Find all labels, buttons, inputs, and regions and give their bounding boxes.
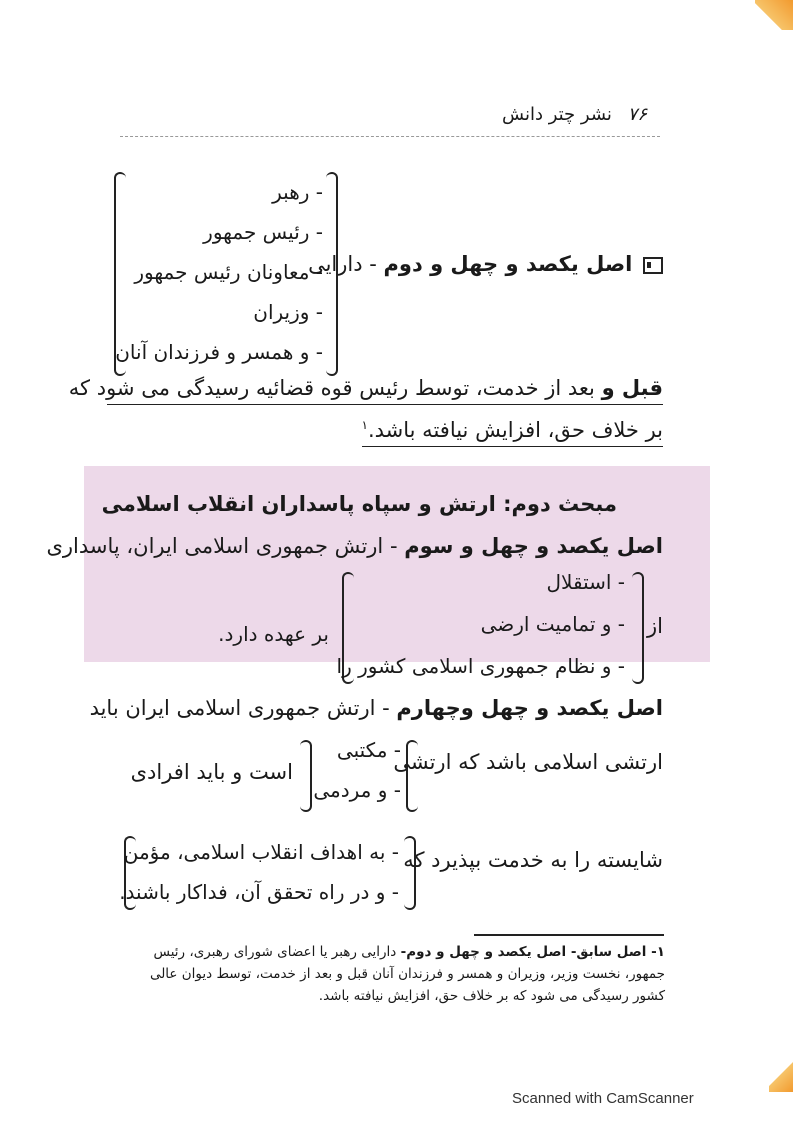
footnote-bold: ۱- اصل سابق- اصل یکصد و چهل و دوم- — [400, 944, 665, 960]
art144-right-brace-2 — [404, 836, 416, 910]
art144-line2-end: است و باید افرادی — [130, 760, 293, 784]
publisher-name: نشر چتر دانش — [502, 104, 612, 125]
art144-line2-start: ارتشی اسلامی باشد که ارتشی — [393, 750, 663, 774]
footnote-text-1: دارایی رهبر یا اعضای شورای رهبری، رئیس — [153, 944, 397, 960]
art144-heading — [90, 696, 663, 720]
art142-item: - معاونان رئیس جمهور — [134, 260, 323, 284]
page-header — [502, 104, 647, 125]
art144-line3-start: شایسته را به خدمت بپذیرد که — [403, 848, 663, 872]
page-number: ۷۶ — [627, 104, 647, 125]
art143-tail: بر عهده دارد. — [218, 622, 329, 646]
footnote-line3: کشور رسیدگی می شود که بر خلاف حق، افزایش نیافته باشد. — [318, 988, 665, 1004]
art144-item: - و مردمی — [313, 778, 401, 802]
art142-line2-text: بر خلاف حق، افزایش نیافته باشد. — [367, 418, 663, 442]
art142-line2 — [362, 418, 663, 447]
art143-item: - و تمامیت ارضی — [480, 612, 625, 636]
art144-title: اصل یکصد و چهل وچهارم — [396, 696, 663, 720]
page-corner-decoration-bottom — [769, 1062, 793, 1092]
art143-right-brace — [632, 572, 644, 684]
section2-heading: مبحث دوم: ارتش و سپاه پاسداران انقلاب اسلامی — [101, 492, 617, 516]
art144-right-brace — [300, 740, 312, 812]
art144-text: - ارتش جمهوری اسلامی ایران باید — [89, 696, 390, 720]
art142-line1 — [68, 376, 663, 405]
scanner-caption: Scanned with CamScanner — [512, 1090, 694, 1107]
art143-from: از — [647, 614, 663, 638]
art142-item: - وزیران — [253, 300, 323, 324]
art142-title: اصل یکصد و چهل و دوم — [383, 252, 633, 276]
art142-item: - رهبر — [272, 180, 323, 204]
art144-left-brace — [406, 740, 418, 812]
art143-text: - ارتش جمهوری اسلامی ایران، پاسداری — [46, 534, 398, 558]
art144-item: - مکتبی — [336, 738, 401, 762]
art143-item: - استقلال — [546, 570, 625, 594]
art142-dash-text: - دارایی — [308, 252, 377, 276]
art144-item2: - به اهداف انقلاب اسلامی، مؤمن — [123, 840, 399, 864]
art142-line1-bold: قبل و — [601, 376, 663, 400]
art142-item: - و همسر و فرزندان آنان — [115, 340, 323, 364]
header-divider — [120, 136, 660, 137]
page-corner-decoration-top — [755, 0, 793, 30]
art143-item: - و نظام جمهوری اسلامی کشور را — [336, 654, 625, 678]
art143-title: اصل یکصد و چهل و سوم — [404, 534, 663, 558]
square-bullet-icon — [643, 257, 663, 274]
art142-heading — [308, 252, 663, 276]
art142-item: - رئیس جمهور — [203, 220, 323, 244]
art144-item2: - و در راه تحقق آن، فداکار باشند. — [119, 880, 399, 904]
footnote-ref: ۱ — [361, 418, 368, 432]
footnote-line2: جمهور، نخست وزیر، وزیران و همسر و فرزندان آنان قبل و بعد از خدمت، توسط دیوان عالی — [149, 966, 665, 982]
art142-line1-text: بعد از خدمت، توسط رئیس قوه قضائیه رسیدگی می شود که — [68, 376, 595, 400]
art142-right-brace — [326, 172, 338, 376]
art143-heading — [46, 534, 663, 558]
footnote-divider — [474, 934, 664, 936]
footnote-line1 — [154, 944, 666, 960]
